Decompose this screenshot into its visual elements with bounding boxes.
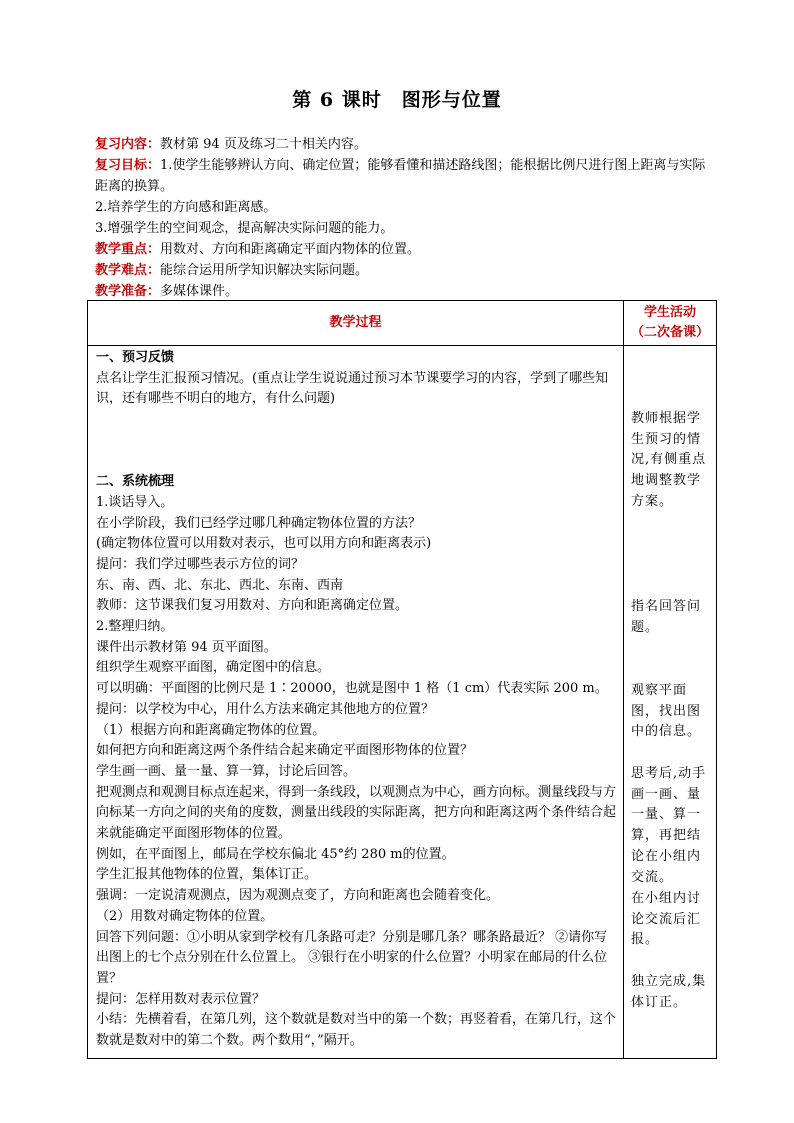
section1-text: 点名让学生汇报预习情况。(重点让学生说说通过预习本节课要学习的内容，学到了哪些知识，还有哪些不明白的地方，有什么问题) xyxy=(96,370,609,407)
process-line: 回答下列问题：①小明从家到学校有几条路可走？分别是哪几条？哪条路最近？ ②请你写出图上的七个点分别在什么位置上。 ③银行在小明家的什么位置？小明家在邮局的什么位置？ xyxy=(96,929,608,986)
process-line: 组织学生观察平面图，确定图中的信息。 xyxy=(96,660,331,676)
review-goal-text: 1.使学生能够辨认方向、确定位置；能够看懂和描述路线图；能根据比例尺进行图上距离与实际距离的换算。 xyxy=(95,158,706,194)
process-line: 学生汇报其他物体的位置，集体订正。 xyxy=(96,867,318,883)
section2-title: 二、系统梳理 xyxy=(96,474,175,490)
review-content xyxy=(95,134,715,155)
difficulty xyxy=(95,260,715,281)
student-note: 思考后,动手画一画、量一量、算一算，再把结论在小组内交流。 xyxy=(631,766,707,885)
process-line: 学生画一画、量一量、算一算，讨论后回答。 xyxy=(96,763,357,779)
process-line: 教师：这节课我们复习用数对、方向和距离确定位置。 xyxy=(96,598,409,614)
review-content-text: 教材第 94 页及练习二十相关内容。 xyxy=(160,137,367,152)
review-goal-3: 3.增强学生的空间观念，提高解决实际问题的能力。 xyxy=(95,221,394,236)
process-line: （2）用数对确定物体的位置。 xyxy=(96,908,274,924)
process-line: 课件出示教材第 94 页平面图。 xyxy=(96,639,277,655)
process-line: 如何把方向和距离这两个条件结合起来确定平面图形物体的位置？ xyxy=(96,743,474,759)
header-student-activity-line2: （二次备课） xyxy=(630,325,709,340)
process-line: 提问：我们学过哪些表示方位的词？ xyxy=(96,556,305,572)
section1-title: 一、预习反馈 xyxy=(96,350,175,365)
student-note: 在小组内讨论交流后汇报。 xyxy=(631,891,702,948)
preparation xyxy=(95,281,715,302)
process-line: 东、南、西、北、东北、西北、东南、西南 xyxy=(96,577,344,593)
page-title: 第 6 课时 图形与位置 xyxy=(292,89,502,111)
process-line: 提问：以学校为中心，用什么方法来确定其他地方的位置？ xyxy=(96,701,435,717)
review-goal xyxy=(95,155,715,197)
table-body-row xyxy=(88,346,717,1059)
process-line: 例如，在平面图上，邮局在学校东偏北 45°约 280 m的位置。 xyxy=(96,846,455,862)
key-point-text: 用数对、方向和距离确定平面内物体的位置。 xyxy=(160,242,421,257)
student-activity-cell xyxy=(624,346,717,1059)
preparation-text: 多媒体课件。 xyxy=(160,284,239,299)
process-line: (确定物体位置可以用数对表示，也可以用方向和距离表示) xyxy=(96,536,432,552)
process-line: 1.谈话导入。 xyxy=(96,494,174,510)
difficulty-label: 教学难点： xyxy=(95,263,161,278)
review-content-label: 复习内容： xyxy=(95,137,161,152)
student-note: 教师根据学生预习的情况,有侧重点地调整教学方案。 xyxy=(631,411,707,509)
preparation-label: 教学准备： xyxy=(95,284,161,299)
process-line: （1）根据方向和距离确定物体的位置。 xyxy=(96,722,326,738)
student-note: 独立完成,集体订正。 xyxy=(631,974,707,1010)
process-line: 在小学阶段，我们已经学过哪几种确定物体位置的方法？ xyxy=(96,515,422,531)
process-line: 把观测点和观测目标点连起来，得到一条线段，以观测点为中心，画方向标。测量线段与方向标某一方向之间的夹角的度数，测量出线段的实际距离，把方向和距离这两个条件结合起来就能确定平面图形物体的位置。 xyxy=(96,784,617,842)
header-student-activity-line1: 学生活动 xyxy=(643,305,696,320)
process-line: 2.整理归纳。 xyxy=(96,619,174,635)
process-line: 小结：先横着看，在第几列，这个数就是数对当中的第一个数；再竖着看，在第几行，这个数就是数对中的第二个数。两个数用“，”隔开。 xyxy=(96,1012,617,1049)
teaching-process-cell xyxy=(88,346,624,1059)
header-student-activity xyxy=(624,301,717,346)
student-note: 观察平面图，找出图中的信息。 xyxy=(631,683,702,740)
difficulty-text: 能综合运用所学知识解决实际问题。 xyxy=(160,263,369,278)
review-goal-2: 2.培养学生的方向感和距离感。 xyxy=(95,200,277,215)
review-goal-label: 复习目标： xyxy=(95,158,161,173)
student-note: 指名回答问题。 xyxy=(631,599,702,635)
key-point xyxy=(95,239,715,260)
key-point-label: 教学重点： xyxy=(95,242,161,257)
process-line: 提问：怎样用数对表示位置？ xyxy=(96,991,266,1007)
process-line: 可以明确：平面图的比例尺是 1∶20000，也就是图中 1 格（1 cm）代表实际 200 m。 xyxy=(96,681,608,697)
header-teaching-process: 教学过程 xyxy=(88,301,624,346)
lesson-intro xyxy=(95,134,715,302)
table-header-row xyxy=(88,301,717,346)
teaching-process-table xyxy=(87,300,717,1059)
process-line: 强调：一定说清观测点，因为观测点变了，方向和距离也会随着变化。 xyxy=(96,888,500,904)
